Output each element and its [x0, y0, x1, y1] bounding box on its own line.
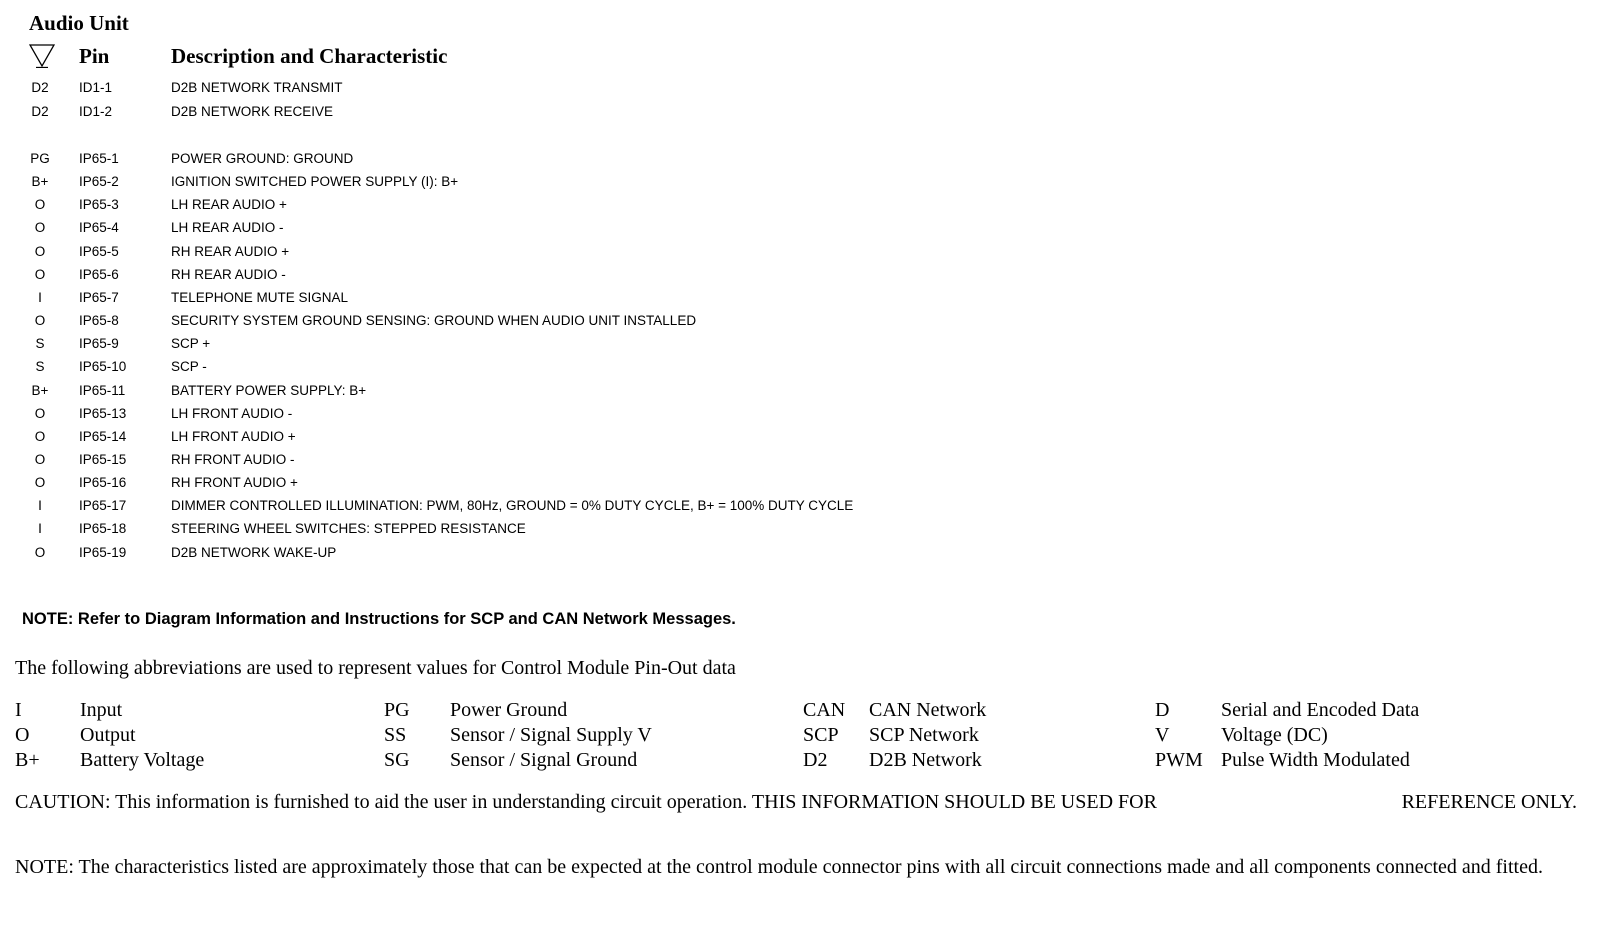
pin-number: IP65-7 — [79, 290, 119, 305]
abbreviation-value: Voltage (DC) — [1221, 724, 1328, 746]
abbreviation-key: D2 — [803, 749, 828, 771]
pin-description: RH FRONT AUDIO + — [171, 475, 298, 490]
pin-type-code: O — [34, 545, 46, 560]
pin-type-code: D2 — [31, 80, 49, 95]
abbreviation-value: Sensor / Signal Supply V — [450, 724, 652, 746]
pin-description: LH REAR AUDIO - — [171, 220, 284, 235]
pin-type-code: O — [34, 197, 46, 212]
abbreviation-value: Input — [80, 699, 123, 721]
pin-number: IP65-15 — [79, 452, 127, 467]
pin-description: IGNITION SWITCHED POWER SUPPLY (I): B+ — [171, 174, 459, 189]
abbreviation-key: SCP — [803, 724, 839, 746]
pin-description: D2B NETWORK WAKE-UP — [171, 545, 337, 560]
pin-number: IP65-14 — [79, 429, 127, 444]
pin-description: DIMMER CONTROLLED ILLUMINATION: PWM, 80Hz, GROUND = 0% DUTY CYCLE, B+ = 100% DUTY CYCLE — [171, 498, 854, 513]
pin-type-code: PG — [30, 151, 50, 166]
pin-description: SCP - — [171, 359, 207, 374]
pin-description: SCP + — [171, 336, 211, 351]
pin-description: STEERING WHEEL SWITCHES: STEPPED RESISTANCE — [171, 521, 526, 536]
abbreviation-entry — [803, 749, 1143, 774]
abbreviation-entry — [803, 699, 1143, 724]
pin-type-code: S — [35, 359, 45, 374]
pin-number: ID1-2 — [79, 104, 113, 119]
pin-number: IP65-1 — [79, 151, 119, 166]
abbreviation-key: O — [15, 724, 30, 746]
abbreviation-column-2 — [384, 699, 764, 774]
pin-number: IP65-16 — [79, 475, 127, 490]
abbreviation-value: Battery Voltage — [80, 749, 205, 771]
abbreviation-entry — [15, 699, 355, 724]
pin-type-code: I — [38, 521, 42, 536]
abbreviation-entry — [1155, 749, 1575, 774]
abbreviation-value: D2B Network — [869, 749, 982, 771]
pin-number: IP65-6 — [79, 267, 119, 282]
pin-type-code: B+ — [31, 174, 49, 189]
abbreviation-key: SG — [384, 749, 410, 771]
pin-number: IP65-10 — [79, 359, 127, 374]
caution-text: CAUTION: This information is furnished to aid the user in understanding circuit operation. THIS INFORMATION SHOULD BE USED FOR — [15, 791, 1157, 813]
pin-column-header: Pin — [79, 44, 110, 68]
abbreviation-entry — [15, 749, 355, 774]
pin-description: LH REAR AUDIO + — [171, 197, 287, 212]
caution-notice — [15, 791, 1585, 814]
pin-number: IP65-2 — [79, 174, 119, 189]
pin-description: D2B NETWORK TRANSMIT — [171, 80, 343, 95]
abbreviation-column-4 — [1155, 699, 1575, 774]
pin-description: TELEPHONE MUTE SIGNAL — [171, 290, 349, 305]
pin-type-code: O — [34, 452, 46, 467]
pin-type-code: O — [34, 429, 46, 444]
characteristics-note: NOTE: The characteristics listed are approximately those that can be expected at the control module connector pins with all circuit connections made and all components connected and fitted. — [15, 856, 1543, 878]
pin-number: IP65-8 — [79, 313, 119, 328]
pin-type-code: O — [34, 244, 46, 259]
abbreviation-key: D — [1155, 699, 1170, 721]
pin-type-code: O — [34, 313, 46, 328]
pin-type-code: D2 — [31, 104, 49, 119]
pin-description: RH REAR AUDIO - — [171, 267, 286, 282]
abbreviation-entry — [1155, 724, 1575, 749]
pin-type-code: O — [34, 267, 46, 282]
abbreviation-key: PG — [384, 699, 410, 721]
pin-number: IP65-9 — [79, 336, 119, 351]
pin-type-code: S — [35, 336, 45, 351]
abbreviation-column-3 — [803, 699, 1143, 774]
abbreviation-value: Pulse Width Modulated — [1221, 749, 1410, 771]
pin-number: IP65-13 — [79, 406, 127, 421]
abbreviation-entry — [1155, 699, 1575, 724]
abbreviation-key: I — [15, 699, 22, 721]
abbreviation-key: V — [1155, 724, 1170, 746]
abbreviation-entry — [384, 749, 764, 774]
scp-can-note: NOTE: Refer to Diagram Information and Instructions for SCP and CAN Network Messages. — [22, 610, 736, 628]
pin-number: IP65-5 — [79, 244, 119, 259]
abbreviation-value: CAN Network — [869, 699, 987, 721]
triangle-symbol-icon — [29, 44, 55, 68]
pin-number: IP65-17 — [79, 498, 127, 513]
pin-number: ID1-1 — [79, 80, 113, 95]
description-column-header: Description and Characteristic — [171, 44, 448, 68]
pin-type-code: B+ — [31, 383, 49, 398]
abbreviations-intro: The following abbreviations are used to represent values for Control Module Pin-Out data — [15, 657, 736, 679]
pin-number: IP65-19 — [79, 545, 127, 560]
pin-description: BATTERY POWER SUPPLY: B+ — [171, 383, 367, 398]
abbreviation-key: CAN — [803, 699, 846, 721]
abbreviation-key: SS — [384, 724, 407, 746]
abbreviation-value: Serial and Encoded Data — [1221, 699, 1420, 721]
pin-type-code: O — [34, 475, 46, 490]
pin-description: RH FRONT AUDIO - — [171, 452, 295, 467]
abbreviation-entry — [803, 724, 1143, 749]
abbreviation-value: Power Ground — [450, 699, 568, 721]
pin-number: IP65-4 — [79, 220, 119, 235]
abbreviation-key: PWM — [1155, 749, 1203, 771]
pin-description: POWER GROUND: GROUND — [171, 151, 354, 166]
pin-type-code: I — [38, 290, 42, 305]
pin-description: D2B NETWORK RECEIVE — [171, 104, 334, 119]
abbreviation-value: SCP Network — [869, 724, 979, 746]
pin-type-code: O — [34, 220, 46, 235]
pin-type-code: I — [38, 498, 42, 513]
abbreviation-entry — [384, 699, 764, 724]
abbreviation-key: B+ — [15, 749, 40, 771]
pin-number: IP65-18 — [79, 521, 127, 536]
abbreviation-value: Output — [80, 724, 136, 746]
pin-number: IP65-11 — [79, 383, 126, 398]
pin-number: IP65-3 — [79, 197, 119, 212]
pin-description: SECURITY SYSTEM GROUND SENSING: GROUND WHEN AUDIO UNIT INSTALLED — [171, 313, 697, 328]
page-title: Audio Unit — [29, 11, 129, 35]
pin-description: RH REAR AUDIO + — [171, 244, 290, 259]
abbreviation-entry — [384, 724, 764, 749]
pin-description: LH FRONT AUDIO - — [171, 406, 293, 421]
pin-type-code: O — [34, 406, 46, 421]
caution-reference-only: REFERENCE ONLY. — [1401, 791, 1577, 813]
pin-description: LH FRONT AUDIO + — [171, 429, 296, 444]
abbreviation-value: Sensor / Signal Ground — [450, 749, 638, 771]
abbreviation-entry — [15, 724, 355, 749]
abbreviation-column-1 — [15, 699, 355, 774]
